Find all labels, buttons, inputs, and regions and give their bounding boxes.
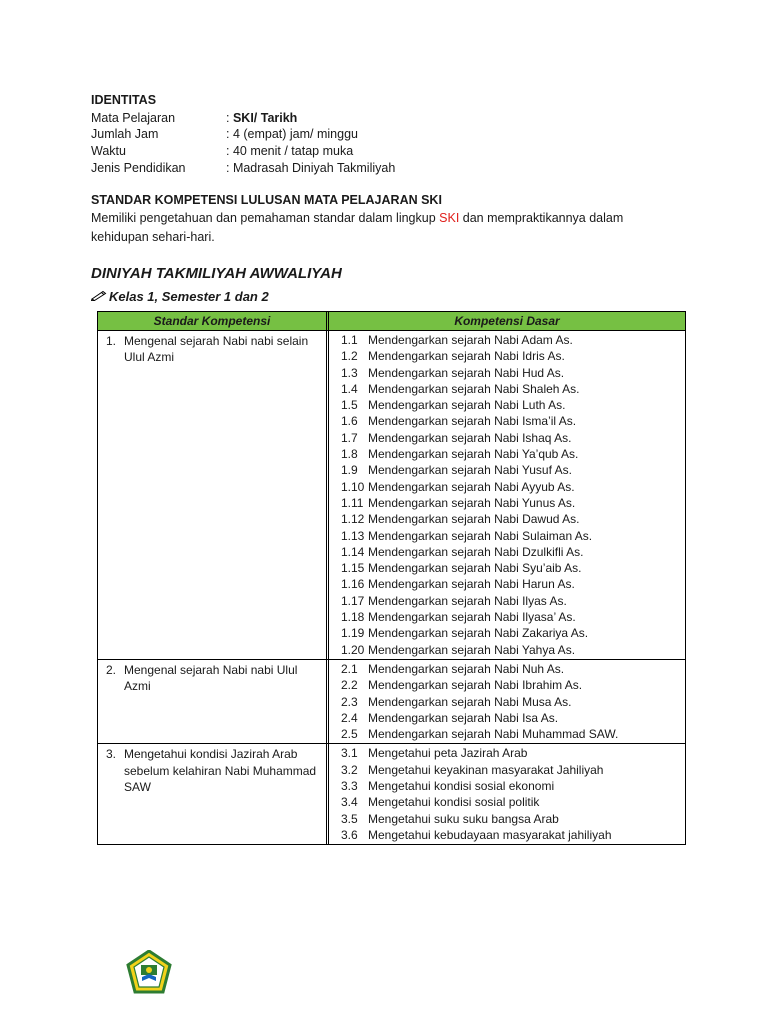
- kd-item: [341, 726, 681, 742]
- kd-item: [341, 544, 681, 560]
- kd-item: [341, 365, 681, 381]
- kd-item: [341, 462, 681, 478]
- kd-number: 3.3: [341, 779, 358, 794]
- kd-number: 2.3: [341, 694, 358, 709]
- identitas-row: [91, 126, 358, 142]
- kd-text: Mendengarkan sejarah Nabi Muhammad SAW.: [368, 727, 619, 742]
- kd-text: Mendengarkan sejarah Nabi Yunus As.: [368, 495, 576, 510]
- kd-text: Mengetahui suku suku bangsa Arab: [368, 811, 559, 826]
- header-kompetensi-dasar: Kompetensi Dasar: [329, 312, 685, 330]
- kd-number: 1.13: [341, 528, 365, 543]
- kd-item: [341, 332, 681, 348]
- sk-number: 3.: [106, 747, 117, 762]
- standar-title: STANDAR KOMPETENSI LULUSAN MATA PELAJARAN SKI: [91, 193, 442, 207]
- kd-text: Mendengarkan sejarah Nabi Dawud As.: [368, 512, 580, 527]
- kd-text: Mendengarkan sejarah Nabi Sulaiman As.: [368, 528, 593, 543]
- identitas-value-bold: SKI/ Tarikh: [232, 111, 298, 125]
- kd-number: 1.14: [341, 544, 365, 559]
- kompetensi-dasar-cell: [329, 331, 685, 659]
- kd-number: 1.15: [341, 561, 365, 576]
- kd-text: Mendengarkan sejarah Nabi Ilyasa’ As.: [368, 610, 576, 625]
- kd-text: Mendengarkan sejarah Nabi Nuh As.: [368, 661, 565, 676]
- kd-text: Mendengarkan sejarah Nabi Yusuf As.: [368, 463, 572, 478]
- kd-number: 1.8: [341, 447, 358, 462]
- kd-number: 1.10: [341, 479, 365, 494]
- kd-item: [341, 778, 681, 794]
- kd-text: Mendengarkan sejarah Nabi Ayyub As.: [368, 479, 575, 494]
- kd-item: [341, 811, 681, 827]
- sk-text: Mengenal sejarah Nabi nabi Ulul Azmi: [124, 662, 298, 694]
- standar-kompetensi-cell: [98, 744, 329, 844]
- kd-item: [341, 762, 681, 778]
- kd-number: 3.4: [341, 795, 358, 810]
- kd-item: [341, 642, 681, 658]
- kd-number: 3.6: [341, 827, 358, 842]
- kd-number: 1.16: [341, 577, 365, 592]
- table-row: [98, 330, 685, 659]
- kd-text: Mendengarkan sejarah Nabi Shaleh As.: [368, 381, 580, 396]
- kd-text: Mendengarkan sejarah Nabi Luth As.: [368, 398, 566, 413]
- kd-number: 2.2: [341, 678, 358, 693]
- kd-item: [341, 576, 681, 592]
- kd-text: Mendengarkan sejarah Nabi Ya’qub As.: [368, 447, 579, 462]
- identitas-value: : 4 (empat) jam/ minggu: [226, 127, 358, 141]
- kd-number: 3.5: [341, 811, 358, 826]
- kd-item: [341, 661, 681, 677]
- kd-number: 1.1: [341, 333, 358, 347]
- sk-number: 1.: [106, 334, 117, 348]
- kd-text: Mengetahui kondisi sosial politik: [368, 795, 540, 810]
- competency-table: [97, 311, 686, 845]
- pencil-icon-graphic: [91, 290, 107, 301]
- kd-item: [341, 560, 681, 576]
- kd-item: [341, 511, 681, 527]
- kd-text: Mendengarkan sejarah Nabi Yahya As.: [368, 642, 576, 657]
- kd-item: [341, 609, 681, 625]
- emblem-graphic: [126, 950, 172, 994]
- sk-text: Mengenal sejarah Nabi nabi selain Ulul Azmi: [124, 334, 309, 365]
- kd-text: Mendengarkan sejarah Nabi Dzulkifli As.: [368, 544, 584, 559]
- kd-number: 1.18: [341, 610, 365, 625]
- identitas-label: Jumlah Jam: [91, 127, 159, 141]
- kd-number: 2.1: [341, 661, 358, 676]
- identitas-value: : Madrasah Diniyah Takmiliyah: [226, 161, 396, 175]
- kd-text: Mengetahui peta Jazirah Arab: [368, 746, 528, 761]
- kompetensi-dasar-cell: [329, 660, 685, 743]
- identitas-label: Mata Pelajaran: [91, 111, 176, 125]
- kd-number: 3.2: [341, 762, 358, 777]
- kd-number: 1.6: [341, 414, 358, 429]
- kd-number: 1.20: [341, 642, 365, 657]
- standar-text: Memiliki pengetahuan dan pemahaman standar dalam lingkup SKI dan mempraktikannya dalam kehidupan sehari-hari.: [91, 211, 624, 244]
- kd-text: Mendengarkan sejarah Nabi Ibrahim As.: [368, 678, 583, 693]
- kd-text: Mendengarkan sejarah Nabi Isa As.: [368, 710, 559, 725]
- kd-text: Mendengarkan sejarah Nabi Syu’aib As.: [368, 561, 582, 576]
- kd-number: 1.9: [341, 463, 358, 478]
- kompetensi-dasar-cell: [329, 744, 685, 844]
- kd-number: 2.5: [341, 727, 358, 742]
- kd-item: [341, 710, 681, 726]
- kd-item: [341, 430, 681, 446]
- kd-item: [341, 446, 681, 462]
- class-title-text: Kelas 1, Semester 1 dan 2: [109, 289, 269, 304]
- kd-item: [341, 593, 681, 609]
- sk-text: Mengetahui kondisi Jazirah Arab sebelum kelahiran Nabi Muhammad SAW: [124, 747, 317, 795]
- kd-item: [341, 348, 681, 364]
- table-header: [98, 312, 685, 330]
- kd-item: [341, 413, 681, 429]
- kd-number: 1.11: [341, 495, 364, 510]
- table-row: [98, 743, 685, 844]
- kd-item: [341, 495, 681, 511]
- standar-highlight: SKI: [439, 211, 460, 225]
- standar-kompetensi-cell: [98, 660, 329, 743]
- kd-text: Mendengarkan sejarah Nabi Musa As.: [368, 694, 572, 709]
- kd-number: 1.4: [341, 381, 358, 396]
- identitas-value: : 40 menit / tatap muka: [226, 144, 354, 158]
- kd-number: 1.5: [341, 398, 358, 413]
- kd-number: 1.19: [341, 626, 365, 641]
- class-title: [91, 289, 269, 304]
- table-row: [98, 659, 685, 743]
- kd-text: Mendengarkan sejarah Nabi Idris As.: [368, 349, 565, 364]
- pencil-icon: [91, 289, 109, 304]
- kd-item: [341, 381, 681, 397]
- kd-number: 1.7: [341, 430, 358, 445]
- identitas-title: IDENTITAS: [91, 93, 157, 107]
- kd-text: Mendengarkan sejarah Nabi Hud As.: [368, 365, 565, 380]
- table-body: [98, 330, 685, 844]
- kd-item: [341, 794, 681, 810]
- kd-text: Mendengarkan sejarah Nabi Ishaq As.: [368, 430, 572, 445]
- standar-kompetensi-cell: [98, 331, 329, 659]
- kd-text: Mendengarkan sejarah Nabi Adam As.: [368, 333, 573, 347]
- kd-text: Mendengarkan sejarah Nabi Zakariya As.: [368, 626, 589, 641]
- kd-item: [341, 528, 681, 544]
- kd-text: Mendengarkan sejarah Nabi Isma’il As.: [368, 414, 577, 429]
- kd-text: Mengetahui keyakinan masyarakat Jahiliyah: [368, 762, 604, 777]
- identitas-row: [91, 160, 395, 176]
- identitas-label: Waktu: [91, 144, 126, 158]
- kd-number: 1.12: [341, 512, 365, 527]
- kd-text: Mendengarkan sejarah Nabi Ilyas As.: [368, 593, 567, 608]
- kd-item: [341, 479, 681, 495]
- kd-number: 2.4: [341, 710, 358, 725]
- sk-number: 2.: [106, 662, 117, 677]
- kd-number: 1.3: [341, 365, 358, 380]
- kd-item: [341, 397, 681, 413]
- section-title: DINIYAH TAKMILIYAH AWWALIYAH: [91, 265, 342, 282]
- kd-item: [341, 694, 681, 710]
- kd-item: [341, 745, 681, 761]
- kd-text: Mendengarkan sejarah Nabi Harun As.: [368, 577, 575, 592]
- kd-number: 1.2: [341, 349, 358, 364]
- kd-text: Mengetahui kondisi sosial ekonomi: [368, 779, 555, 794]
- identitas-label: Jenis Pendidikan: [91, 161, 186, 175]
- identitas-row: [91, 143, 353, 159]
- kd-number: 1.17: [341, 593, 365, 608]
- kd-number: 3.1: [341, 746, 358, 761]
- emblem-icon: [126, 950, 172, 994]
- kd-text: Mengetahui kebudayaan masyarakat jahiliyah: [368, 827, 612, 842]
- identitas-row: [91, 110, 297, 126]
- header-standar-kompetensi: Standar Kompetensi: [98, 312, 329, 330]
- kd-item: [341, 827, 681, 843]
- identitas-value: : SKI/ Tarikh: [226, 111, 298, 125]
- kd-item: [341, 677, 681, 693]
- kd-item: [341, 625, 681, 641]
